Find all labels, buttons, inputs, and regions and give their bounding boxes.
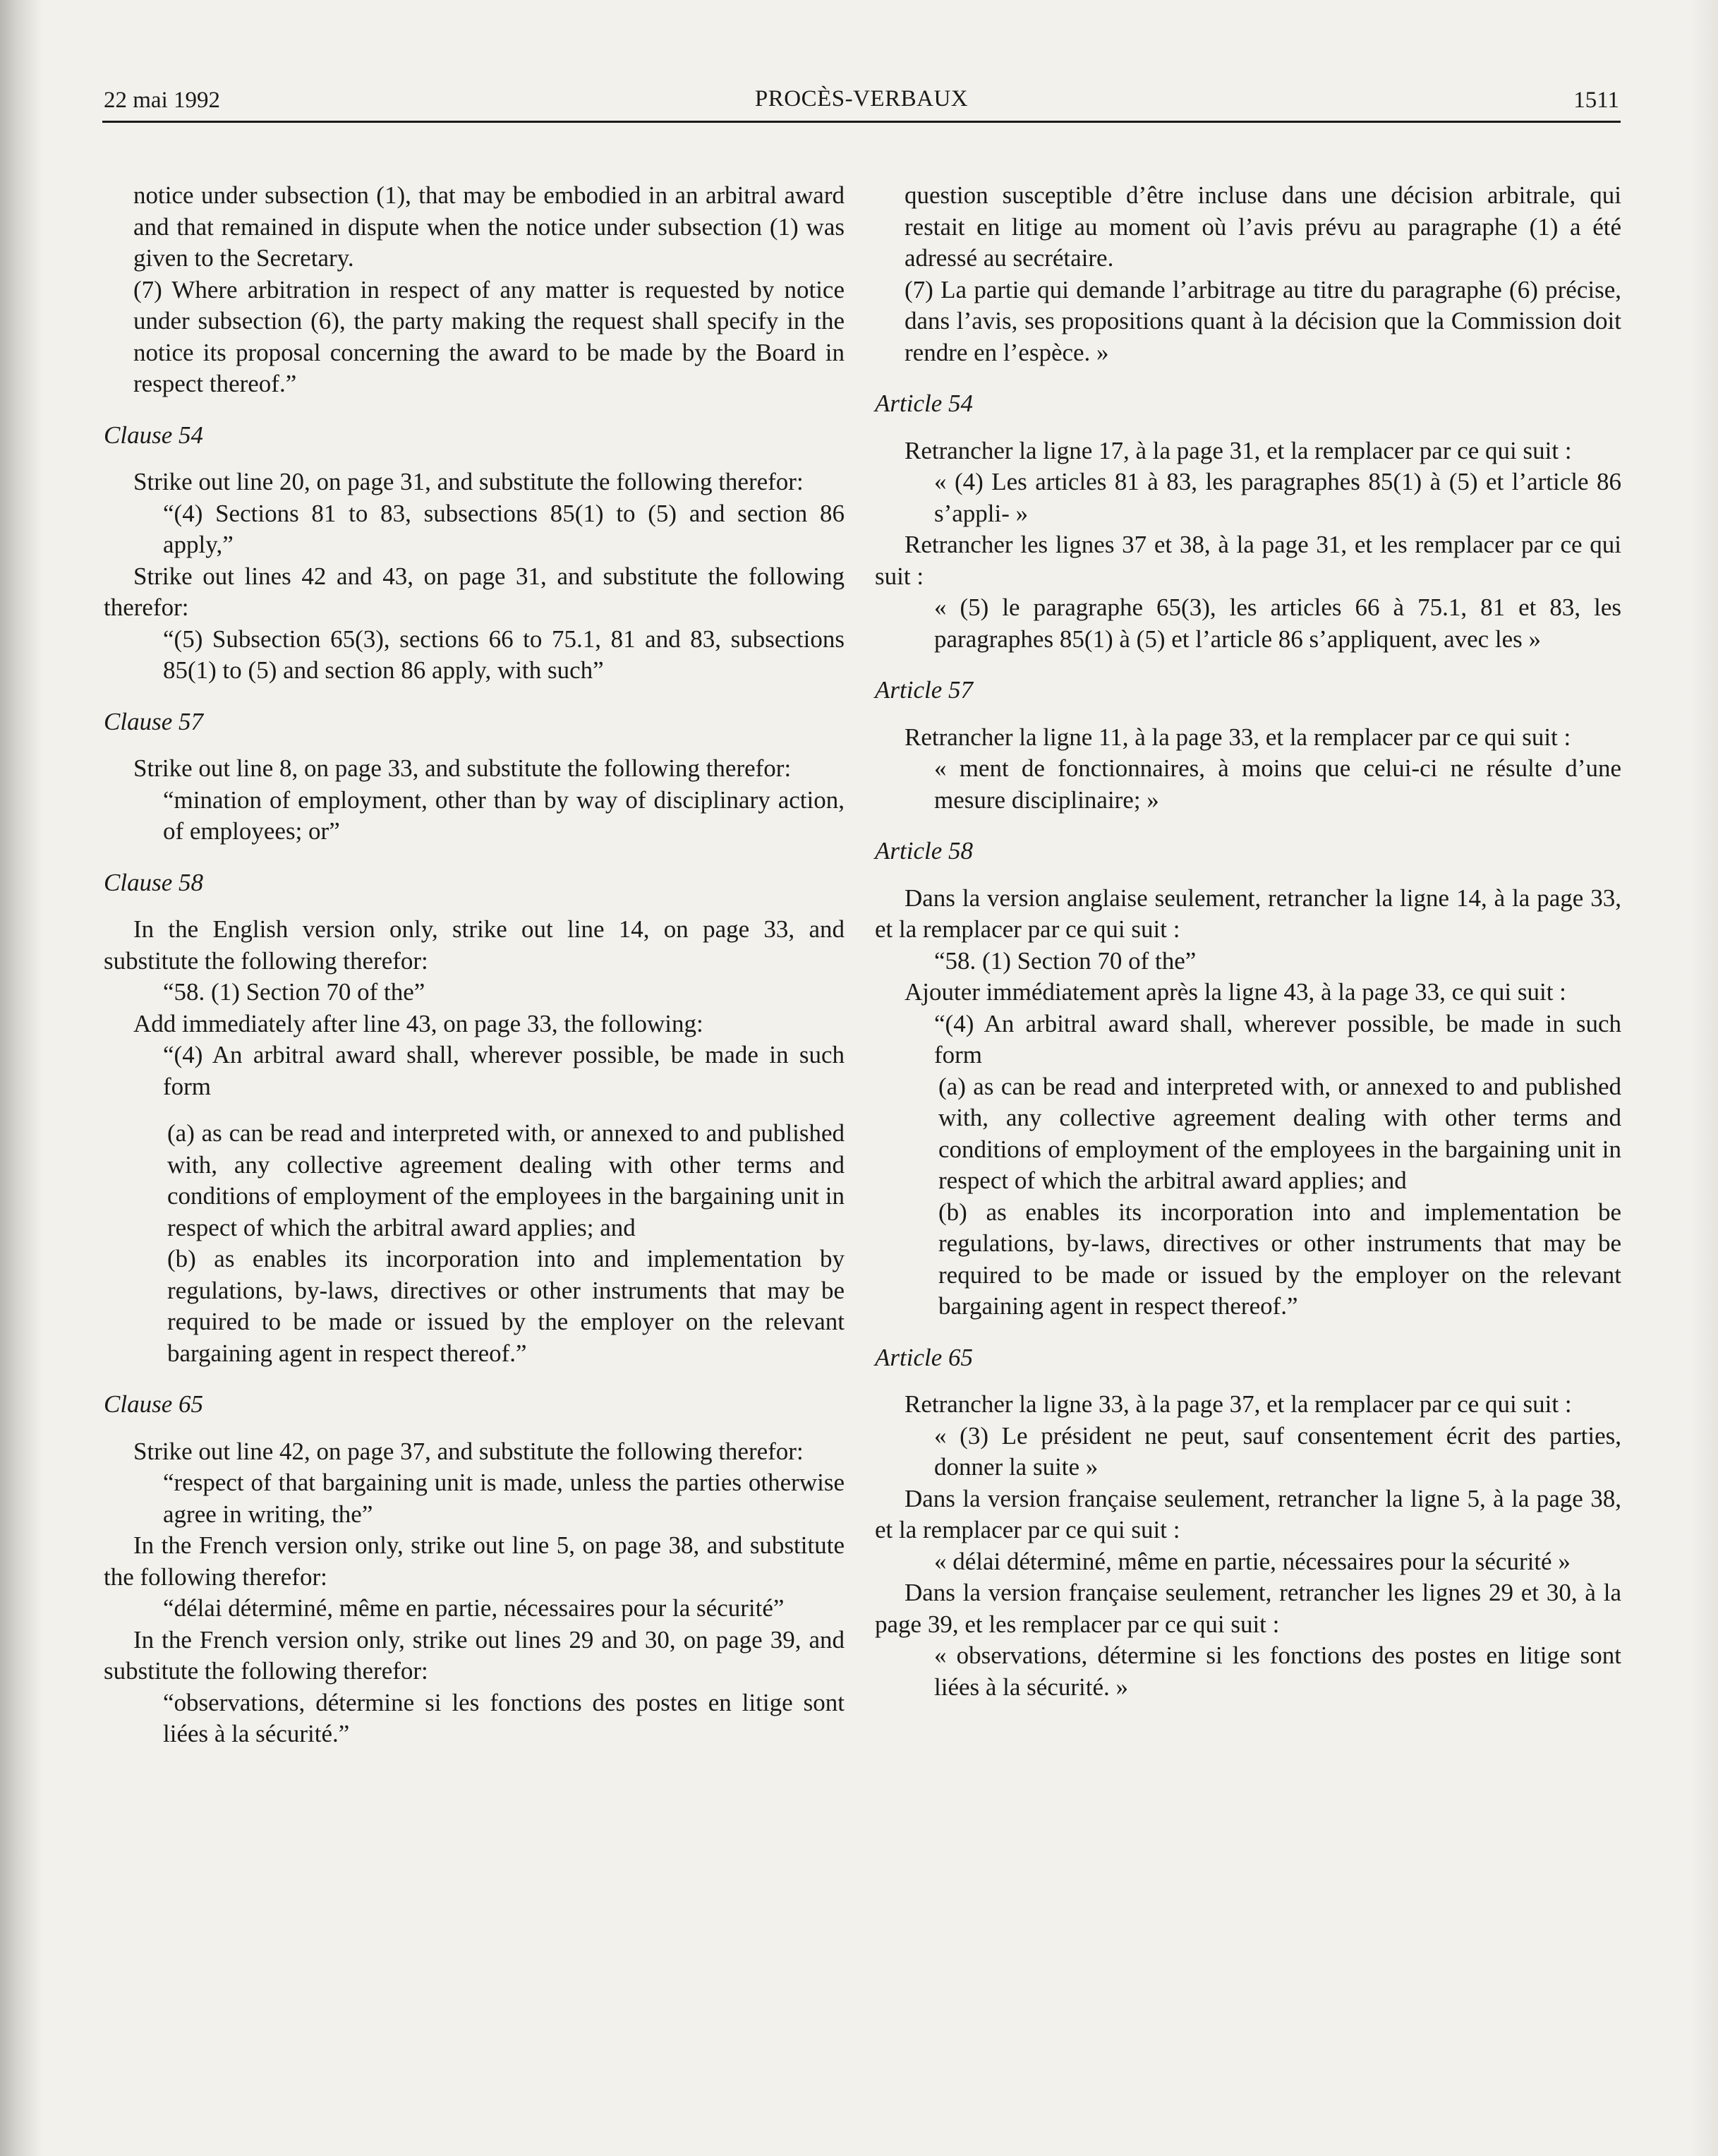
paragraph: Strike out lines 42 and 43, on page 31, and substitute the following therefor: [104, 562, 845, 621]
list-item: (a) as can be read and interpreted with, or annexed to and published with, any collective agreement dealing with other terms and conditions of employment of the employees in the bargaining unit in respect of which the arbitral award applies; and [938, 1072, 1621, 1194]
paragraph: Strike out line 20, on page 31, and substitute the following therefor: [133, 468, 804, 495]
quoted-text: “respect of that bargaining unit is made, unless the parties otherwise agree in writing, the” [163, 1469, 845, 1528]
header-title: PROCÈS-VERBAUX [754, 86, 969, 112]
paragraph: (7) La partie qui demande l’arbitrage au titre du paragraphe (6) précise, dans l’avis, ses propositions quant à la décision que la Commission doit rendre en l’espèce. » [905, 275, 1621, 366]
quoted-text: « (5) le paragraphe 65(3), les articles 66 à 75.1, 81 et 83, les paragraphes 85(1) à (5) et l’article 86 s’appliquent, avec les » [934, 594, 1621, 653]
quoted-text: “58. (1) Section 70 of the” [934, 946, 1197, 975]
page-edge-shadow [1690, 0, 1718, 2156]
paragraph: In the French version only, strike out lines 29 and 30, on page 39, and substitute the following therefor: [104, 1625, 845, 1685]
quoted-text: “(4) Sections 81 to 83, subsections 85(1) to (5) and section 86 apply,” [163, 499, 845, 558]
paragraph: Retrancher les lignes 37 et 38, à la page 31, et les remplacer par ce qui suit : [875, 531, 1621, 590]
list-item: (b) as enables its incorporation into and implementation by regulations, by-laws, directives or other instruments that may be required to be made or issued by the employer on the relevant bargaining agent in respect thereof.” [167, 1245, 845, 1367]
quoted-text: “observations, détermine si les fonctions des postes en litige sont liées à la sécurité.” [163, 1688, 845, 1747]
quoted-text: « délai déterminé, même en partie, nécessaires pour la sécurité » [934, 1547, 1571, 1575]
english-column [104, 180, 845, 1750]
quoted-text: « ment de fonctionnaires, à moins que celui-ci ne résulte d’une mesure disciplinaire; » [934, 754, 1621, 814]
quoted-text: « observations, détermine si les fonctions des postes en litige sont liées à la sécurité. » [934, 1642, 1621, 1701]
article-heading-65: Article 65 [875, 1343, 973, 1371]
article-heading-58: Article 58 [875, 837, 973, 865]
paragraph: (7) Where arbitration in respect of any matter is requested by notice under subsection (6), the party making the request shall specify in the notice its proposal concerning the award to be made by the Board in respect thereof.” [133, 275, 845, 397]
paragraph: Retrancher la ligne 17, à la page 31, et la remplacer par ce qui suit : [905, 436, 1572, 464]
paragraph: In the English version only, strike out line 14, on page 33, and substitute the following therefor: [104, 915, 845, 975]
page-header [104, 81, 1619, 121]
paragraph: notice under subsection (1), that may be embodied in an arbitral award and that remained in dispute when the notice under subsection (1) was given to the Secretary. [133, 181, 845, 272]
quoted-text: « (3) Le président ne peut, sauf consentement écrit des parties, donner la suite » [934, 1421, 1621, 1481]
list-item: (b) as enables its incorporation into and implementation be regulations, by-laws, directives or other instruments that may be required to be made or issued by the employer on the relevant bargaining agent in respect thereof.” [938, 1198, 1621, 1320]
paragraph: Strike out line 42, on page 37, and substitute the following therefor: [133, 1437, 804, 1465]
french-column [875, 180, 1621, 1703]
list-item: (a) as can be read and interpreted with, or annexed to and published with, any collective agreement dealing with other terms and conditions of employment of the employees in the bargaining unit in respect of which the arbitral award applies; and [167, 1119, 845, 1241]
paragraph: Strike out line 8, on page 33, and substitute the following therefor: [133, 754, 792, 782]
paragraph: question susceptible d’être incluse dans une décision arbitrale, qui restait en litige au moment où l’avis prévu au paragraphe (1) a été adressé au secrétaire. [905, 181, 1621, 272]
paragraph: In the French version only, strike out line 5, on page 38, and substitute the following therefor: [104, 1531, 845, 1591]
clause-heading-58: Clause 58 [104, 868, 203, 896]
paragraph: Dans la version française seulement, retrancher la ligne 5, à la page 38, et la remplacer par ce qui suit : [875, 1484, 1621, 1543]
paragraph: Retrancher la ligne 11, à la page 33, et la remplacer par ce qui suit : [905, 723, 1571, 751]
header-page-number: 1511 [1573, 88, 1619, 113]
clause-heading-54: Clause 54 [104, 421, 203, 449]
quoted-text: « (4) Les articles 81 à 83, les paragraphes 85(1) à (5) et l’article 86 s’appli- » [934, 468, 1621, 527]
quoted-text: “délai déterminé, même en partie, nécessaires pour la sécurité” [163, 1594, 785, 1622]
quoted-text: “(4) An arbitral award shall, wherever possible, be made in such form [163, 1041, 845, 1100]
paragraph: Add immediately after line 43, on page 33, the following: [133, 1009, 703, 1037]
paragraph: Ajouter immédiatement après la ligne 43, à la page 33, ce qui suit : [905, 978, 1566, 1006]
header-date: 22 mai 1992 [104, 88, 220, 113]
quoted-text: “(5) Subsection 65(3), sections 66 to 75.1, 81 and 83, subsections 85(1) to (5) and section 86 apply, with such” [163, 625, 845, 684]
paragraph: Dans la version française seulement, retrancher les lignes 29 et 30, à la page 39, et les remplacer par ce qui suit : [875, 1579, 1621, 1638]
article-heading-57: Article 57 [875, 676, 973, 704]
clause-heading-57: Clause 57 [104, 707, 203, 735]
article-heading-54: Article 54 [875, 390, 973, 417]
quoted-text: “mination of employment, other than by way of disciplinary action, of employees; or” [163, 785, 845, 845]
paragraph: Retrancher la ligne 33, à la page 37, et la remplacer par ce qui suit : [905, 1390, 1572, 1418]
quoted-text: “58. (1) Section 70 of the” [163, 978, 425, 1006]
paragraph: Dans la version anglaise seulement, retrancher la ligne 14, à la page 33, et la remplacer par ce qui suit : [875, 884, 1621, 943]
page-binding-shadow [0, 0, 42, 2156]
quoted-text: “(4) An arbitral award shall, wherever possible, be made in such form [934, 1009, 1621, 1068]
clause-heading-65: Clause 65 [104, 1390, 203, 1418]
header-rule [102, 121, 1621, 123]
